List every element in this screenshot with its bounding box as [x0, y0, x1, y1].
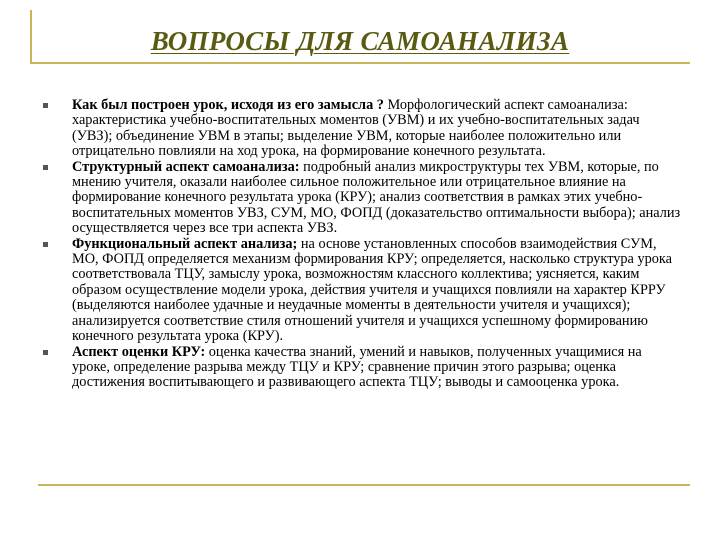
- footer-rule: [38, 484, 690, 486]
- item-heading: Аспект оценки КРУ:: [72, 343, 209, 360]
- question-list: [42, 98, 682, 391]
- list-item: [42, 98, 682, 160]
- item-heading: Структурный аспект самоанализа:: [72, 158, 304, 175]
- square-bullet-icon: [43, 103, 48, 108]
- square-bullet-icon: [43, 350, 48, 355]
- item-heading: Как был построен урок, исходя из его замысла ?: [72, 97, 388, 113]
- item-text: подробный анализ микроструктуры тех УВМ, которые, по мнению учителя, оказали наиболее сильное положительное или отрицательное влияние на формирование конечного результата урока (КРУ); анализ соответствия в рамках этих учебно-воспитательных моментов УВЗ, СУМ, МО, ФОПД (доказательство оптимальности выбора); анализ осуществляется через все три аспекта УВЗ.: [72, 158, 681, 237]
- square-bullet-icon: [43, 242, 48, 247]
- title-underline-rule: [30, 62, 690, 64]
- item-text: оценка качества знаний, умений и навыков, полученных учащимися на уроке, определение разрыва между ТЦУ и КРУ; сравнение причин этого разрыва; оценка достижения воспитывающего и развивающего аспекта ТЦУ; выводы и самооценка урока.: [72, 343, 642, 391]
- item-heading: Функциональный аспект анализа;: [72, 235, 301, 252]
- list-item: [42, 237, 682, 345]
- page-title: ВОПРОСЫ ДЛЯ САМОАНАЛИЗА: [150, 26, 570, 56]
- item-text: на основе установленных способов взаимодействия СУМ, МО, ФОПД определяется механизм формирования КРУ; определяется, насколько структура урока соответствовала ТЦУ, замыслу урока, возможностям классного коллектива; уясняется, каким образом осуществление модели урока, действия учителя и учащихся повлияли на характер КРРУ (выделяются наиболее удачные и неудачные моменты в деятельности учителя и учащихся); анализируется соответствие стиля отношений учителя и учащихся успешному формированию конечного результата урока (КРУ).: [72, 235, 672, 345]
- list-item: [42, 160, 682, 237]
- item-text: Морфологический аспект самоанализа: характеристика учебно-воспитательных моментов (УВМ) и их учебно-воспитательных задач (УВЗ); объединение УВМ в этапы; выделение УВМ, которые наиболее положительно или отрицательно повлияли на ход урока, на формирование конечного результата.: [72, 97, 640, 160]
- square-bullet-icon: [43, 165, 48, 170]
- list-item: [42, 345, 682, 391]
